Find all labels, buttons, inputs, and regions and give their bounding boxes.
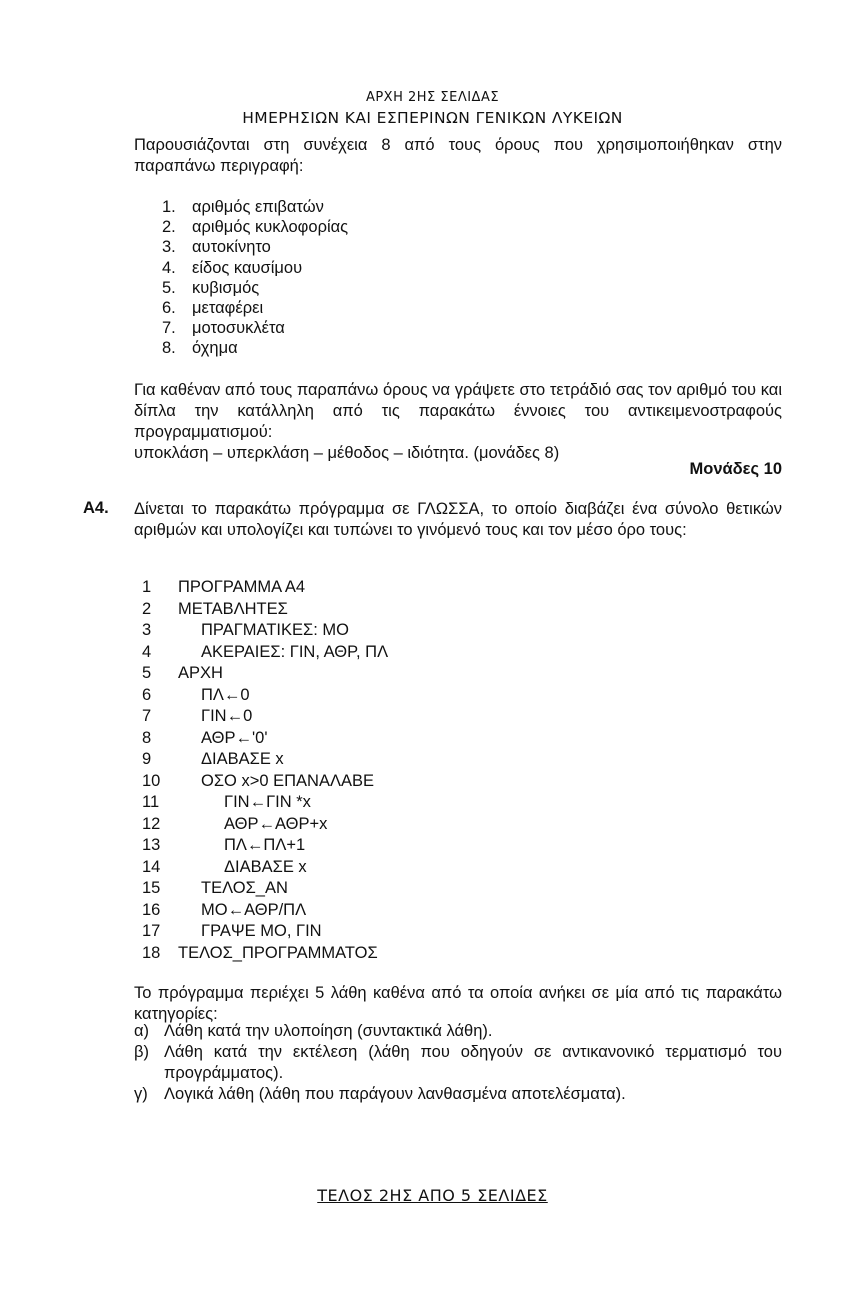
item-text: όχημα bbox=[192, 339, 238, 358]
code-line bbox=[142, 878, 388, 900]
line-number: 13 bbox=[142, 836, 161, 854]
page-footer bbox=[0, 1186, 865, 1205]
code-line bbox=[142, 921, 388, 943]
code-text: ΠΛ←0 bbox=[201, 685, 250, 704]
item-number: 2. bbox=[162, 218, 176, 237]
item-text: αριθμός κυκλοφορίας bbox=[192, 218, 349, 237]
line-number: 15 bbox=[142, 879, 161, 897]
line-number: 3 bbox=[142, 621, 152, 639]
code-line bbox=[142, 857, 388, 879]
list-item bbox=[162, 258, 348, 278]
code-line bbox=[142, 642, 388, 664]
line-number: 1 bbox=[142, 578, 152, 596]
list-item bbox=[162, 237, 348, 257]
list-item bbox=[162, 338, 348, 358]
page-header-label: ΑΡΧΗ 2ΗΣ ΣΕΛΙΔΑΣ bbox=[365, 90, 500, 105]
item-number: 4. bbox=[162, 258, 176, 277]
line-number: 12 bbox=[142, 814, 161, 833]
footer-text: ΤΕΛΟΣ 2ΗΣ ΑΠΟ 5 ΣΕΛΙΔΕΣ bbox=[317, 1186, 548, 1205]
question-number: Α4. bbox=[83, 499, 109, 517]
item-number: 1. bbox=[162, 198, 176, 216]
terms-list bbox=[162, 197, 348, 359]
line-number: 9 bbox=[142, 750, 152, 768]
item-text: αριθμός επιβατών bbox=[192, 198, 324, 216]
line-number: 14 bbox=[142, 857, 161, 876]
program-listing bbox=[142, 577, 388, 964]
category-text: Λάθη κατά την υλοποίηση (συντακτικά λάθη). bbox=[164, 1022, 493, 1040]
code-line bbox=[142, 620, 388, 642]
list-item bbox=[162, 318, 348, 338]
item-text: μεταφέρει bbox=[192, 298, 264, 317]
category-label: β) bbox=[134, 1043, 149, 1061]
line-number: 6 bbox=[142, 685, 152, 704]
category-text: Λάθη κατά την εκτέλεση (λάθη που οδηγούν σε αντικανονικό τερματισμό του προγράμματος). bbox=[164, 1043, 782, 1082]
code-line bbox=[142, 577, 388, 599]
item-text: μοτοσυκλέτα bbox=[192, 319, 285, 338]
code-text: ΠΛ←ΠΛ+1 bbox=[224, 836, 306, 854]
code-line bbox=[142, 771, 388, 793]
line-number: 10 bbox=[142, 771, 161, 790]
code-text: ΤΕΛΟΣ_ΑΝ bbox=[201, 879, 288, 897]
code-text: ΜΟ←ΑΘΡ/ΠΛ bbox=[201, 900, 307, 919]
code-text: ΠΡΑΓΜΑΤΙΚΕΣ: ΜΟ bbox=[201, 621, 349, 639]
item-text: αυτοκίνητο bbox=[192, 238, 271, 257]
line-number: 11 bbox=[142, 793, 160, 811]
line-number: 18 bbox=[142, 943, 161, 962]
code-line bbox=[142, 663, 388, 685]
category-text: Λογικά λάθη (λάθη που παράγουν λανθασμένα αποτελέσματα). bbox=[164, 1085, 626, 1103]
exam-type-header: ΗΜΕΡΗΣΙΩΝ ΚΑΙ ΕΣΠΕΡΙΝΩΝ ΓΕΝΙΚΩΝ ΛΥΚΕΙΩΝ bbox=[242, 109, 623, 127]
list-item bbox=[162, 278, 348, 298]
line-number: 8 bbox=[142, 728, 152, 747]
item-number: 7. bbox=[162, 319, 176, 338]
line-number: 16 bbox=[142, 900, 161, 919]
code-line bbox=[142, 792, 388, 814]
item-number: 3. bbox=[162, 238, 176, 257]
code-text: ΟΣΟ x>0 ΕΠΑΝΑΛΑΒΕ bbox=[201, 771, 374, 790]
terms-intro-paragraph: Παρουσιάζονται στη συνέχεια 8 από τους όρους που χρησιμοποιήθηκαν στην παραπάνω περιγραφή: bbox=[134, 136, 782, 175]
list-item bbox=[162, 298, 348, 318]
instruction-text: Για καθέναν από τους παραπάνω όρους να γράψετε στο τετράδιό σας τον αριθμό του και δίπλα την κατάλληλη από τις παρακάτω έννοιες του αντικειμενοστραφούς προγραμματισμού: bbox=[134, 381, 782, 441]
code-text: ΓΙΝ←ΓΙΝ *x bbox=[224, 793, 311, 811]
code-text: ΤΕΛΟΣ_ΠΡΟΓΡΑΜΜΑΤΟΣ bbox=[178, 943, 378, 962]
item-number: 8. bbox=[162, 339, 176, 358]
item-number: 5. bbox=[162, 278, 176, 297]
code-line bbox=[142, 706, 388, 728]
code-line bbox=[142, 814, 388, 836]
item-text: κυβισμός bbox=[192, 278, 260, 297]
code-text: ΑΡΧΗ bbox=[178, 664, 223, 682]
code-line bbox=[142, 943, 388, 965]
code-line bbox=[142, 685, 388, 707]
code-text: ΑΘΡ←ΑΘΡ+x bbox=[224, 814, 328, 833]
category-item bbox=[134, 1084, 782, 1105]
category-item bbox=[134, 1021, 782, 1042]
code-text: ΓΡΑΨΕ ΜΟ, ΓΙΝ bbox=[201, 922, 322, 940]
line-number: 4 bbox=[142, 642, 152, 661]
code-line bbox=[142, 728, 388, 750]
category-label: α) bbox=[134, 1022, 150, 1040]
code-line bbox=[142, 900, 388, 922]
concepts-line: υποκλάση – υπερκλάση – μέθοδος – ιδιότητα. (μονάδες 8) bbox=[134, 444, 560, 462]
line-number: 17 bbox=[142, 922, 161, 940]
question-text: Δίνεται το παρακάτω πρόγραμμα σε ΓΛΩΣΣΑ, το οποίο διαβάζει ένα σύνολο θετικών αριθμών και υπολογίζει και τυπώνει το γινόμενό τους και τον μέσο όρο τους: bbox=[134, 500, 782, 539]
code-text: ΜΕΤΑΒΛΗΤΕΣ bbox=[178, 599, 288, 618]
marks-label: Μονάδες 10 bbox=[689, 460, 782, 478]
line-number: 2 bbox=[142, 599, 152, 618]
list-item bbox=[162, 217, 348, 237]
item-number: 6. bbox=[162, 298, 176, 317]
instruction-paragraph bbox=[134, 380, 782, 464]
item-text: είδος καυσίμου bbox=[192, 258, 303, 277]
list-item bbox=[162, 197, 348, 217]
category-item bbox=[134, 1042, 782, 1084]
code-text: ΑΚΕΡΑΙΕΣ: ΓΙΝ, ΑΘΡ, ΠΛ bbox=[201, 642, 389, 661]
code-text: ΔΙΑΒΑΣΕ x bbox=[224, 857, 307, 876]
line-number: 5 bbox=[142, 664, 152, 682]
code-text: ΓΙΝ←0 bbox=[201, 707, 253, 725]
code-text: ΔΙΑΒΑΣΕ x bbox=[201, 750, 284, 768]
error-categories bbox=[134, 1021, 782, 1105]
code-line bbox=[142, 835, 388, 857]
code-text: ΠΡΟΓΡΑΜΜΑ Α4 bbox=[178, 578, 306, 596]
code-line bbox=[142, 599, 388, 621]
category-label: γ) bbox=[134, 1085, 148, 1103]
code-line bbox=[142, 749, 388, 771]
errors-intro-paragraph: Το πρόγραμμα περιέχει 5 λάθη καθένα από τα οποία ανήκει σε μία από τις παρακάτω κατηγορίες: bbox=[134, 984, 782, 1023]
line-number: 7 bbox=[142, 707, 152, 725]
code-text: ΑΘΡ←'0' bbox=[201, 728, 268, 747]
